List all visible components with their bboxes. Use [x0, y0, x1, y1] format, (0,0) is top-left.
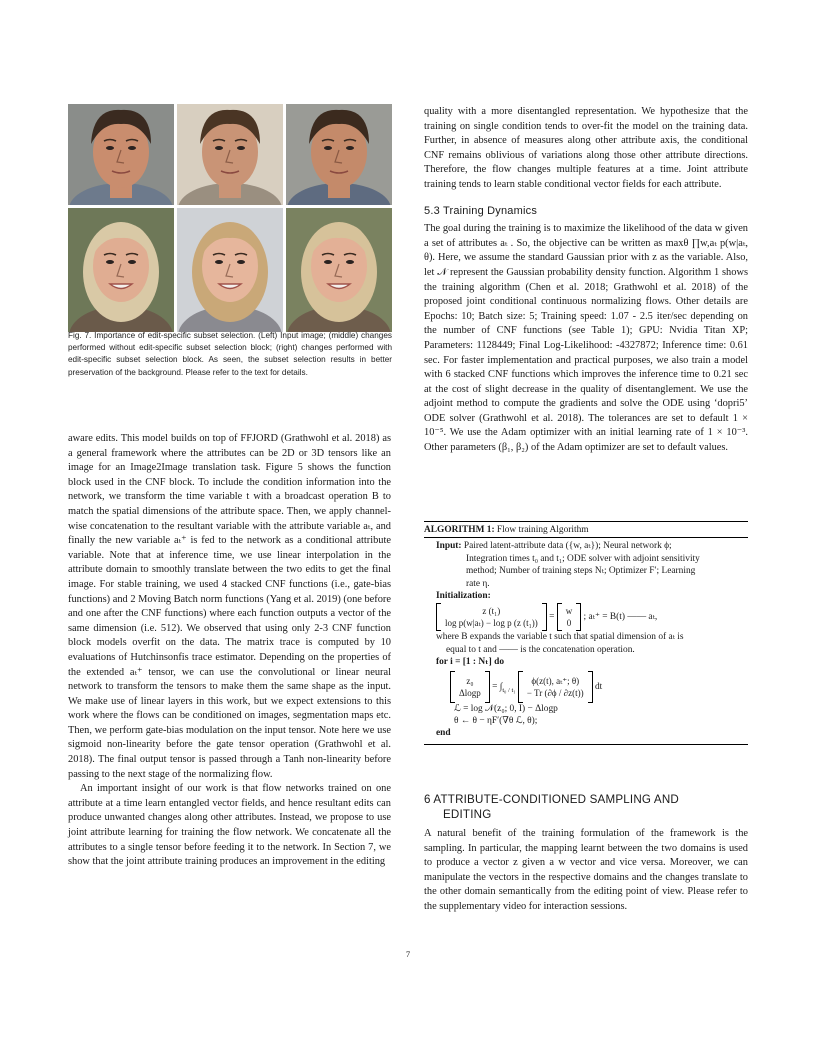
algorithm-input-line-4: rate η. — [466, 578, 490, 589]
algorithm-end: end — [436, 728, 451, 739]
right-column-top — [424, 105, 748, 456]
left-paragraph-1: aware edits. This model builds on top of FFJORD (Grathwohl et al. 2018) as a general framework where the attributes can be 2D or 3D tensors like an image for an Image2Image translation task. Figure 5 shows the function block used in the CNF block. To include the condition information into the network, we transform the time variable t with a broadcast operation B to match the spatial dimensions of the attribute space. Then, we apply channel-wise concatenation to the resultant variable with the attribute variable aₜ, and finally the new variable aₜ⁺ is fed to the network as a conditional attribute variable. Note that at inference time, we use linear interpolation in the attribute domain to smoothly translate between the two edits to get the final image. For stable training, we used 4 stacked CNF functions (i.e., gate-bias functions) and 2 Moving Batch norm functions (Yang et al. 2019) (one before and one after the CNF functions) where each function outputs a vector of the same dimension (i.e. 512). We observed that using only 2-3 CNF function block models overfit on the data. The matrix trace is computed by 10 evaluations of Hutchinsonfis trace estimator. Depending on the properties of the extended aₜ⁺ tensor, we can use the convolutional or linear neural network to transform the tensors to make them the same shape as the input. We make use of linear layers in this work, but we expect extensions to this work where the flows can be conditioned on images, segmentation maps etc. Then, we perform gate-bias modulation on the input tensor. Note here we use sigmoid non-linearity before the gate tensor operation (Grathwohl et al. 2018). The final output tensor is passed through a Tanh non-linearity before passing to the next stage of the normalizing flow. — [68, 433, 392, 780]
figure-7 — [68, 104, 392, 332]
right-paragraph-5-3: The goal during the training is to maximize the likelihood of the data w given a set of attributes aₜ . So, the objective can be written as maxθ ∏w,aₜ p(w|aₜ, θ). Here, we assume the standard Gaussian prior with z as the variable. Also, let 𝒩 represent the Gaussian probability density function. Algorithm 1 shows the training algorithm (Chen et al. 2018; Grathwohl et al. 2018) of the proposed joint conditional continuous normalizing flows. Other details are Epochs: 10; Batch size: 5; Training speed: 1.07 - 2.5 iter/sec depending on the number of CNF functions (see Table 1); GPU: Nvidia Titan XP; Parameters: 1128449; Final Log-Likelihood: -4327872; Inference time: 0.61 sec. For faster implementation and practical purposes, we also train a model with 6 stacked CNF functions which improves the inference time to 0.21 sec at the cost of slight decrease in the quality of disentanglement. We use the adjoint method to compute the gradients and solve the ODE using ‘dopri5’ ODE solver (Grathwohl et al. 2018). The tolerances are set to default 1 × 10⁻⁵. We use the Adam optimizer with an initial learning rate of 1 × 10⁻³. Other parameters (β₁, β₂) of the Adam optimizer are set to default values. — [424, 223, 748, 454]
right-paragraph-0: quality with a more disentangled representation. We hypothesize that the training on single condition tends to over-fit the model on the training data. Further, in absence of measures along other attribute axis, the conditional CNF remains oblivious of variations along those other attribute directions. Therefore, the flow changes multiple features at a time. Joint attribute training tends to learn stable conditional vector fields for each attribute. — [424, 106, 748, 190]
algorithm-1-box — [424, 521, 748, 745]
algorithm-input-line-3: method; Number of training steps Nₜ; Optimizer F′; Learning — [466, 566, 696, 577]
section-6-heading: 6 ATTRIBUTE-CONDITIONED SAMPLING AND EDITING — [424, 793, 679, 821]
algorithm-init-equation: z (t₁) log p(w|aₜ) − log p (z (t₁)) = w 0 ; aₜ⁺ = B(t) —— aₜ, — [424, 603, 748, 631]
face-female-no-subset — [177, 208, 283, 332]
face-male-no-subset — [177, 104, 283, 205]
figure-caption: Fig. 7. Importance of edit-specific subset selection. (Left) Input image; (middle) changes performed without edit-specific subset selection block; (right) changes performed with edit-specific subset selection block. As seen, the subset selection results in better preservation of the background. Please refer to the text for details. — [68, 331, 392, 377]
algorithm-title: ALGORITHM 1: Flow training Algorithm — [424, 522, 748, 538]
face-female-subset — [286, 208, 392, 332]
face-male-subset — [286, 104, 392, 205]
algorithm-input: Input: Paired latent-attribute data ({w, aₜ}); Neural network ϕ; — [436, 541, 672, 552]
algorithm-update-line: θ ← θ − ηF′(∇θ ℒ, θ); — [454, 716, 538, 727]
page-number: 7 — [405, 949, 411, 959]
algorithm-loss-line: ℒ = log 𝒩(z₀; 0, I) − Δlogp — [454, 703, 558, 714]
algorithm-where-1: where B expands the variable t such that spatial dimension of aₜ is — [436, 632, 684, 643]
algorithm-initialization: Initialization: — [436, 591, 491, 602]
right-paragraph-6: A natural benefit of the training formulation of the framework is the sampling. In particular, the mapping learnt between the two domains is used to produce a vector z given a w vector and vice versa. Moreover, we can manipulate the vectors in the respective domains and the changes translate to the other domain semantically from the editing point of view. Please refer to the supplementary video for interaction sessions. — [424, 828, 748, 912]
algorithm-integral-equation: z₀ Δlogp = $\int_{t_0 / t_1}$ ϕ(z(t), aₜ⁺; θ) − Tr (∂ϕ / ∂z(t)) dt — [424, 671, 748, 703]
right-column-bottom — [424, 792, 748, 915]
left-paragraph-2: An important insight of our work is that flow networks trained on one attribute at a time learn entangled vector fields, and hence resultant edits can produce unwanted changes along other attributes. Instead, we propose to use joint attribute learning for training the flow network. We concatenate all the attributes to a single tensor before feeding it to the network. In Section 7, we show that the joint attribute training produces an improvement in the editing — [68, 783, 391, 868]
algorithm-for-line: for i = [1 : Nₜ] do — [436, 657, 505, 668]
algorithm-input-line-2: Integration times t₀ and t₁; ODE solver with adjoint sensitivity — [466, 553, 700, 564]
face-male-input — [68, 104, 174, 205]
face-female-input — [68, 208, 174, 332]
face-image-grid — [68, 104, 392, 332]
section-5-3-heading: 5.3 Training Dynamics — [424, 204, 538, 217]
left-column — [68, 432, 391, 870]
algorithm-where-2: equal to t and —— is the concatenation operation. — [446, 644, 635, 655]
